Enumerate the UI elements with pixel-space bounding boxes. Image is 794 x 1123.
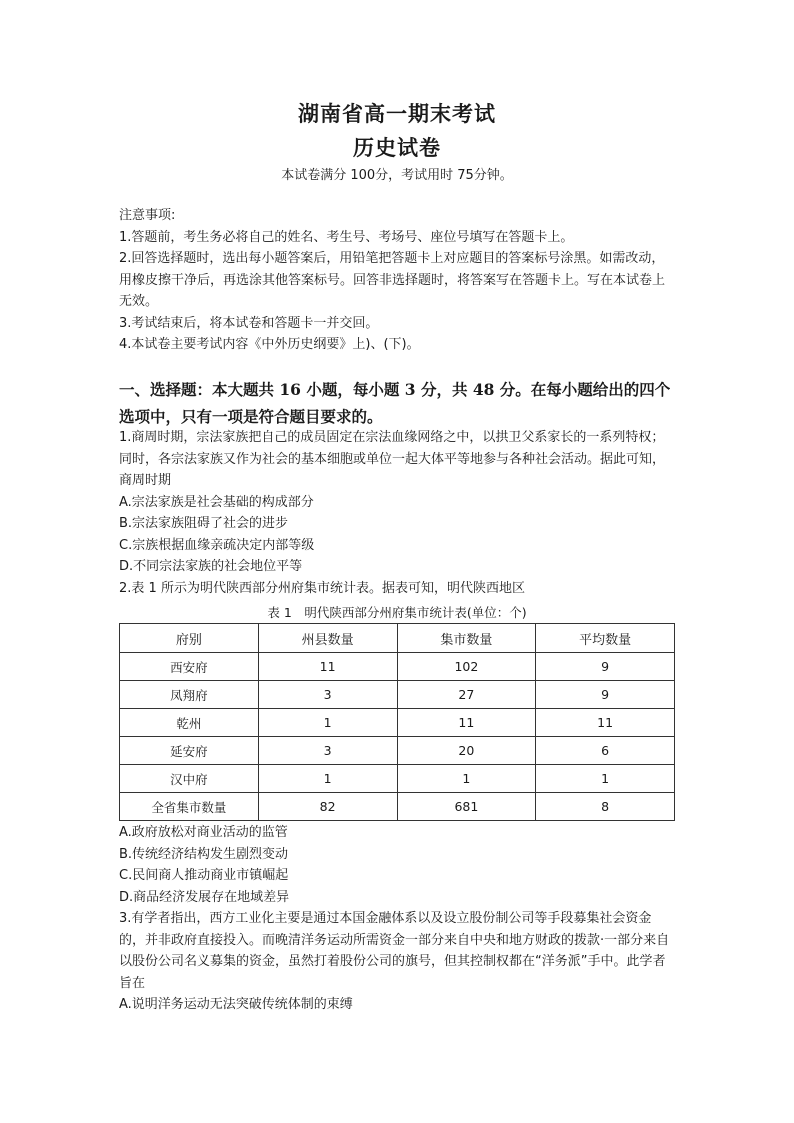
option-d: D.商品经济发展存在地域差异 [119,889,290,905]
note-item: 2.回答选择题时，选出每小题答案后，用铅笔把答题卡上对应题目的答案标号涂黑。如需改动，用橡皮擦干净后，再选涂其他答案标号。回答非选择题时，将答案写在答题卡上。写在本试卷上无效。 [119,251,666,309]
table-cell: 82 [258,793,397,821]
option-a: A.说明洋务运动无法突破传统体制的束缚 [119,997,353,1012]
table-cell: 11 [397,709,536,737]
table-row [120,653,675,681]
notes [119,205,677,356]
table-cell: 1 [258,709,397,737]
table-cell: 1 [536,765,675,793]
section-heading: 一、选择题：本大题共 16 小题，每小题 3 分，共 48 分。在每小题给出的四个选项中，只有一项是符合题目要求的。 [119,380,671,426]
table-cell: 6 [536,737,675,765]
table-cell: 27 [397,681,536,709]
table-cell: 9 [536,653,675,681]
exam-info: 本试卷满分 100分，考试用时 75分钟。 [281,168,513,183]
table-cell: 3 [258,737,397,765]
option-b: B.传统经济结构发生剧烈变动 [119,846,289,862]
table-cell: 乾州 [120,709,259,737]
table-cell: 凤翔府 [120,681,259,709]
option-c: C.民间商人推动商业市镇崛起 [119,868,289,883]
table-header-cell: 集市数量 [397,624,536,653]
table-header-cell: 府别 [120,624,259,653]
note-item: 3.考试结束后，将本试卷和答题卡一并交回。 [119,315,379,331]
option-a: A.宗法家族是社会基础的构成部分 [119,494,314,510]
table-row [120,737,675,765]
exam-subject: 历史试卷 [353,135,441,160]
question-1 [119,427,677,599]
option-a: A.政府放松对商业活动的监管 [119,825,288,840]
table-cell: 102 [397,653,536,681]
question-stem: 3.有学者指出，西方工业化主要是通过本国金融体系以及设立股份制公司等手段募集社会资金的，并非政府直接投入。而晚清洋务运动所需资金一部分来自中央和地方财政的拨款·一部分来自以股份公司名义募集的资金，虽然打着股份公司的旗号，但其控制权都在“洋务派”手中。此学者旨在 [119,911,670,991]
option-d: D.不同宗法家族的社会地位平等 [119,559,303,574]
question-stem: 2.表 1 所示为明代陕西部分州府集市统计表。据表可知，明代陕西地区 [119,580,525,596]
notes-heading: 注意事项: [119,208,176,223]
option-c: C.宗族根据血缘亲疏决定内部等级 [119,537,315,553]
option-b: B.宗法家族阻碍了社会的进步 [119,516,289,531]
table-cell: 汉中府 [120,765,259,793]
table-row [120,793,675,821]
table-cell: 1 [258,765,397,793]
table-cell: 8 [536,793,675,821]
table-row [120,681,675,709]
note-item: 4.本试卷主要考试内容《中外历史纲要》上)、(下)。 [119,337,420,352]
table-cell: 3 [258,681,397,709]
table-cell: 延安府 [120,737,259,765]
question-2-options [119,822,677,908]
question-3 [119,908,677,1016]
table-cell: 681 [397,793,536,821]
table-row [120,709,675,737]
table-header-row [120,624,675,653]
table-header-cell: 州县数量 [258,624,397,653]
table-cell: 20 [397,737,536,765]
exam-title: 湖南省高一期末考试 [298,101,496,126]
table-cell: 西安府 [120,653,259,681]
table-caption: 表 1 明代陕西部分州府集市统计表(单位：个) [267,605,527,620]
table-cell: 11 [258,653,397,681]
question-stem: 1.商周时期，宗法家族把自己的成员固定在宗法血缘网络之中，以拱卫父系家长的一系列特权；同时，各宗法家族又作为社会的基本细胞或单位一起大体平等地参与各种社会活动。据此可知，商周时期 [119,430,666,488]
table-cell: 全省集市数量 [120,793,259,821]
note-item: 1.答题前，考生务必将自己的姓名、考生号、考场号、座位号填写在答题卡上。 [119,229,574,245]
table-row [120,765,675,793]
table-cell: 11 [536,709,675,737]
market-stats-table [119,623,675,821]
table-cell: 1 [397,765,536,793]
table-cell: 9 [536,681,675,709]
table-header-cell: 平均数量 [536,624,675,653]
